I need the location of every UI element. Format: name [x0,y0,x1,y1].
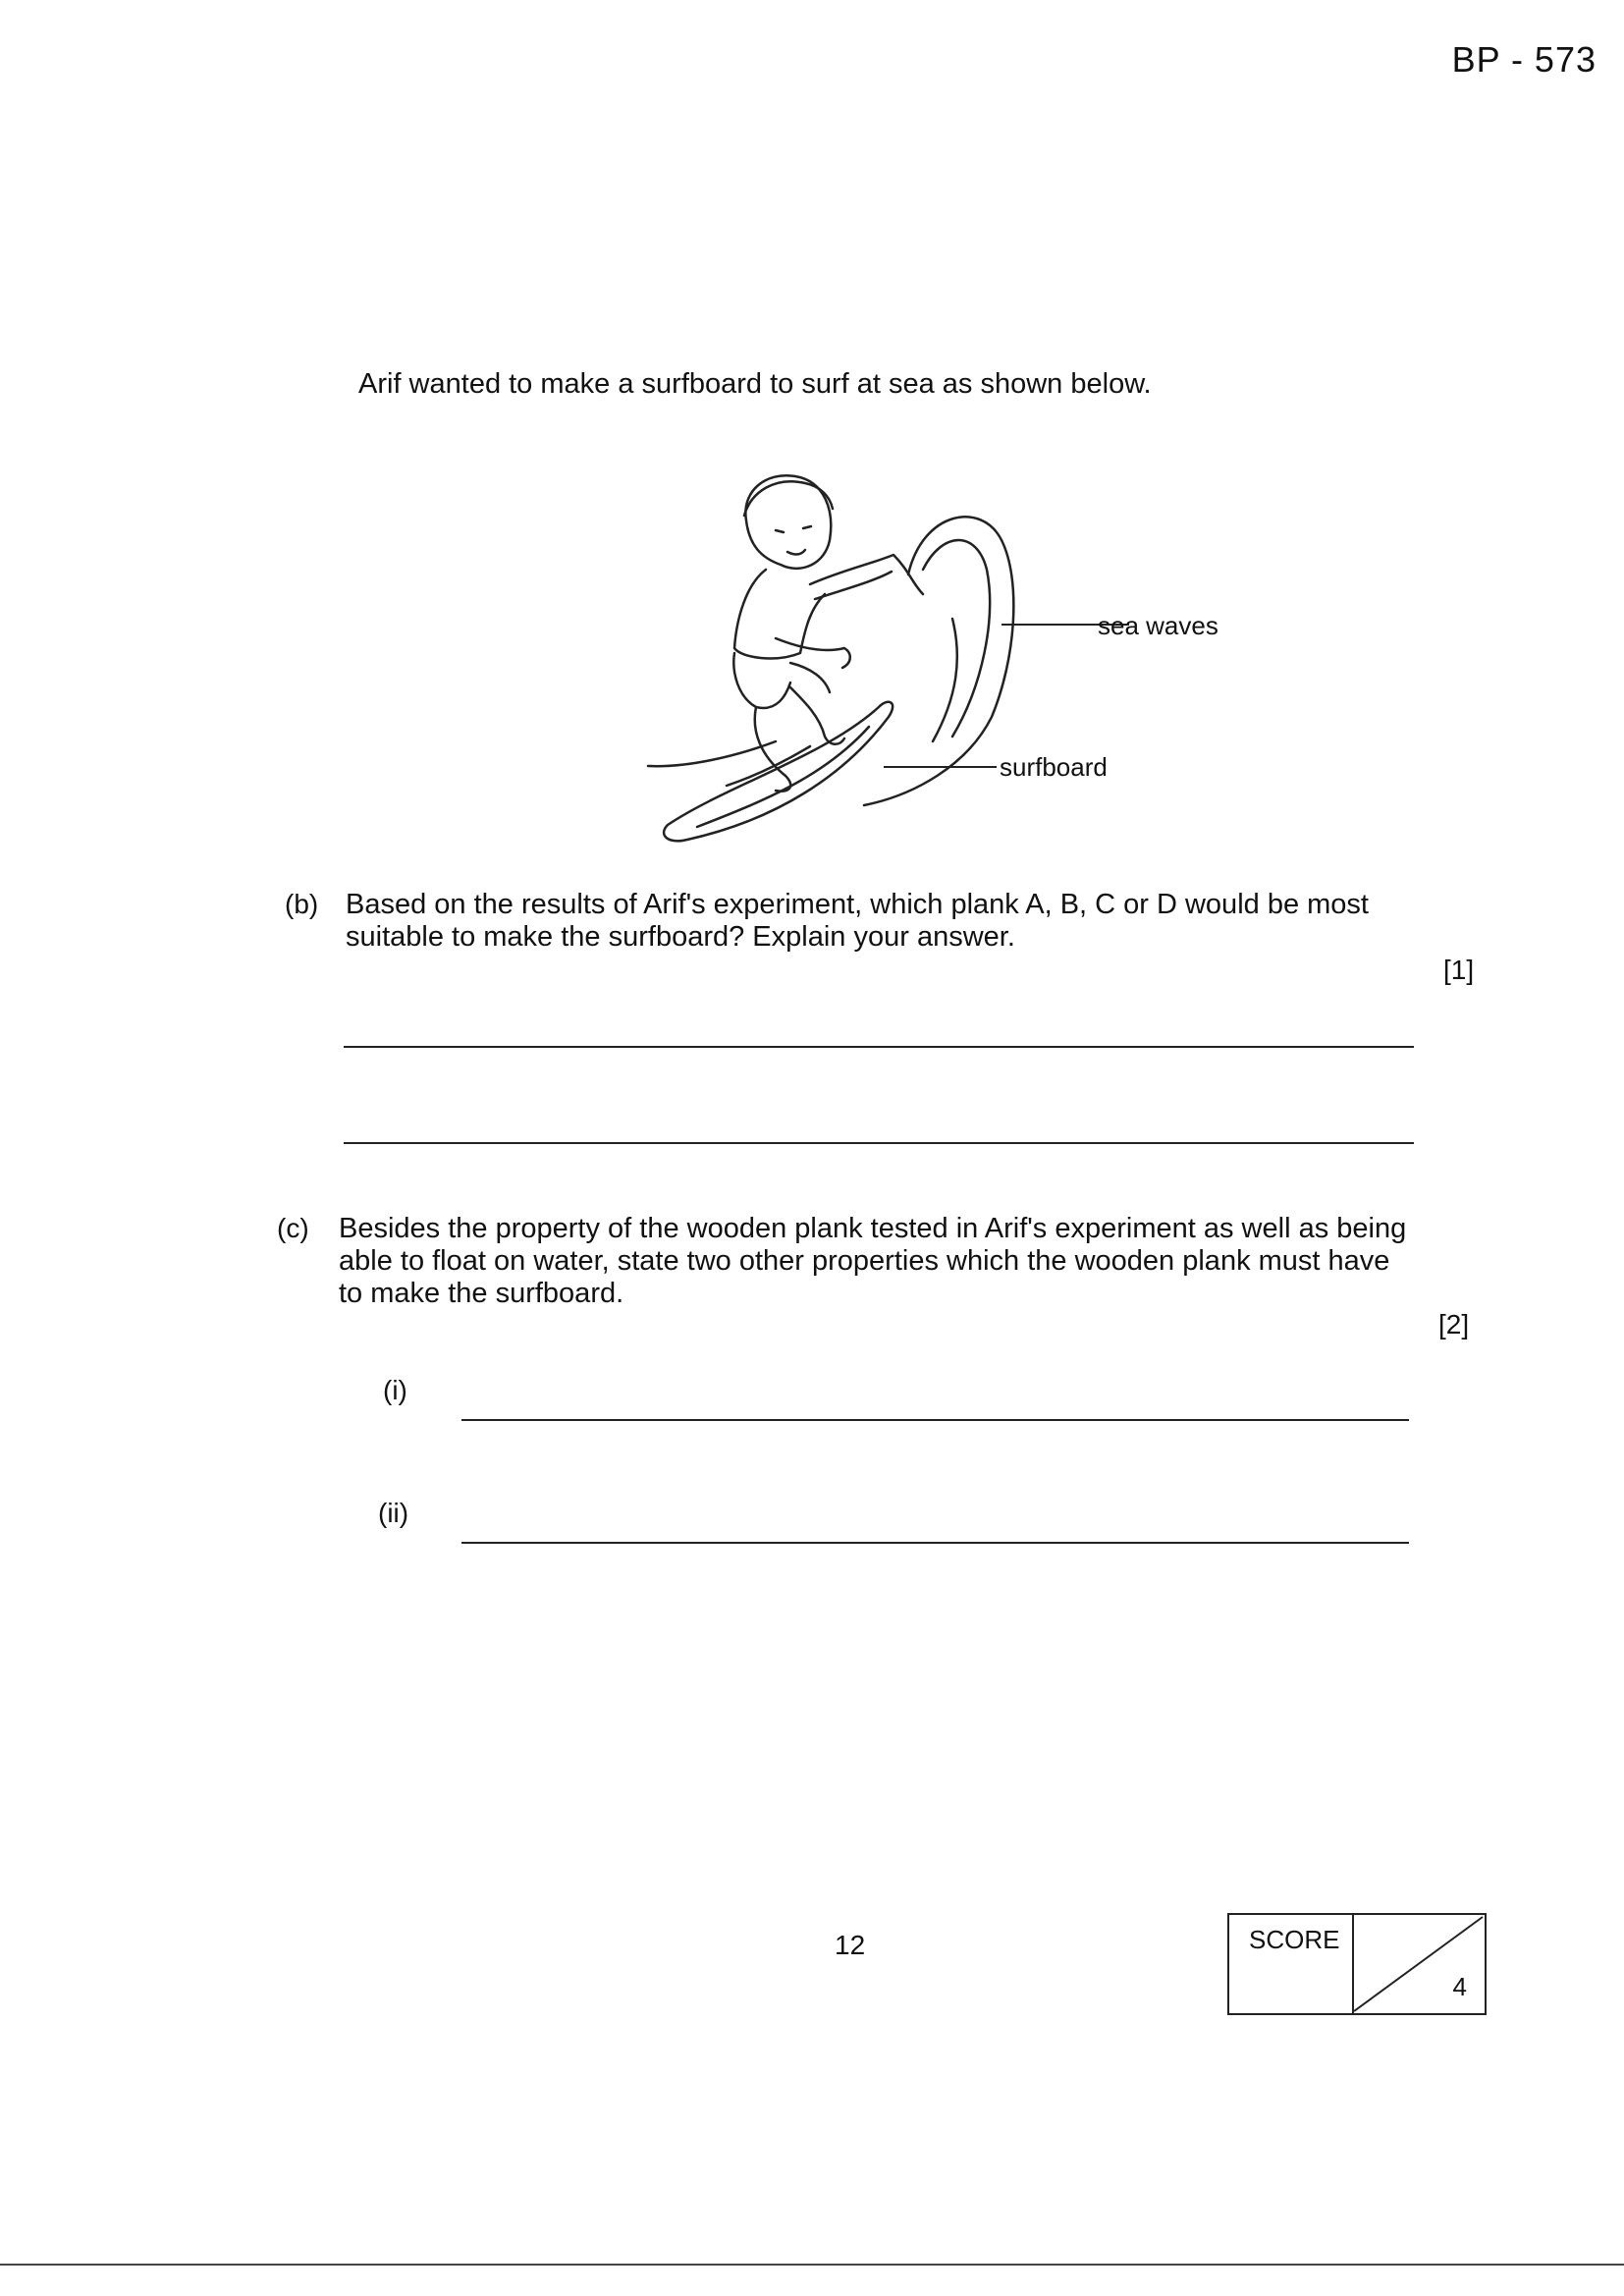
score-max: 4 [1452,1972,1467,2001]
bottom-rule [0,2264,1624,2266]
answer-line-b2[interactable] [344,1142,1414,1144]
score-diagonal [1229,1915,1485,2013]
score-label: SCORE [1249,1925,1340,1954]
page-number: 12 [835,1930,866,1960]
subpart-i-label: (i) [383,1375,407,1405]
surfer-figure [628,462,1237,854]
question-c-text [339,1213,1419,1310]
question-b-number: (b) [285,889,319,919]
answer-line-b1[interactable] [344,1046,1414,1048]
question-b-text [346,889,1386,954]
subpart-ii-label: (ii) [378,1498,409,1528]
answer-line-c-i[interactable] [461,1419,1409,1421]
score-box [1227,1913,1487,2015]
paper-code: BP - 573 [1451,39,1597,80]
question-b-marks: [1] [1443,955,1475,985]
intro-text: Arif wanted to make a surfboard to surf at sea as shown below. [358,368,1152,400]
question-c-line: Besides the property of the wooden plank tested in Arif's experiment as well as being [339,1213,1407,1244]
surfer-illustration [628,462,1237,854]
question-c-marks: [2] [1438,1309,1470,1339]
surfboard-shape [664,702,893,842]
sea-waves-label: sea waves [1098,611,1218,640]
wave-shape [864,517,1013,805]
question-b-line: Based on the results of Arif's experiment, which plank A, B, C or D would be most [346,889,1369,920]
answer-line-c-ii[interactable] [461,1542,1409,1544]
question-b-line: suitable to make the surfboard? Explain your answer. [346,921,1015,953]
surfboard-leader [884,766,997,768]
surfboard-label: surfboard [1000,752,1108,782]
question-c-number: (c) [277,1213,309,1243]
question-c-line: to make the surfboard. [339,1278,624,1309]
question-c-line: able to float on water, state two other properties which the wooden plank must have [339,1245,1390,1277]
